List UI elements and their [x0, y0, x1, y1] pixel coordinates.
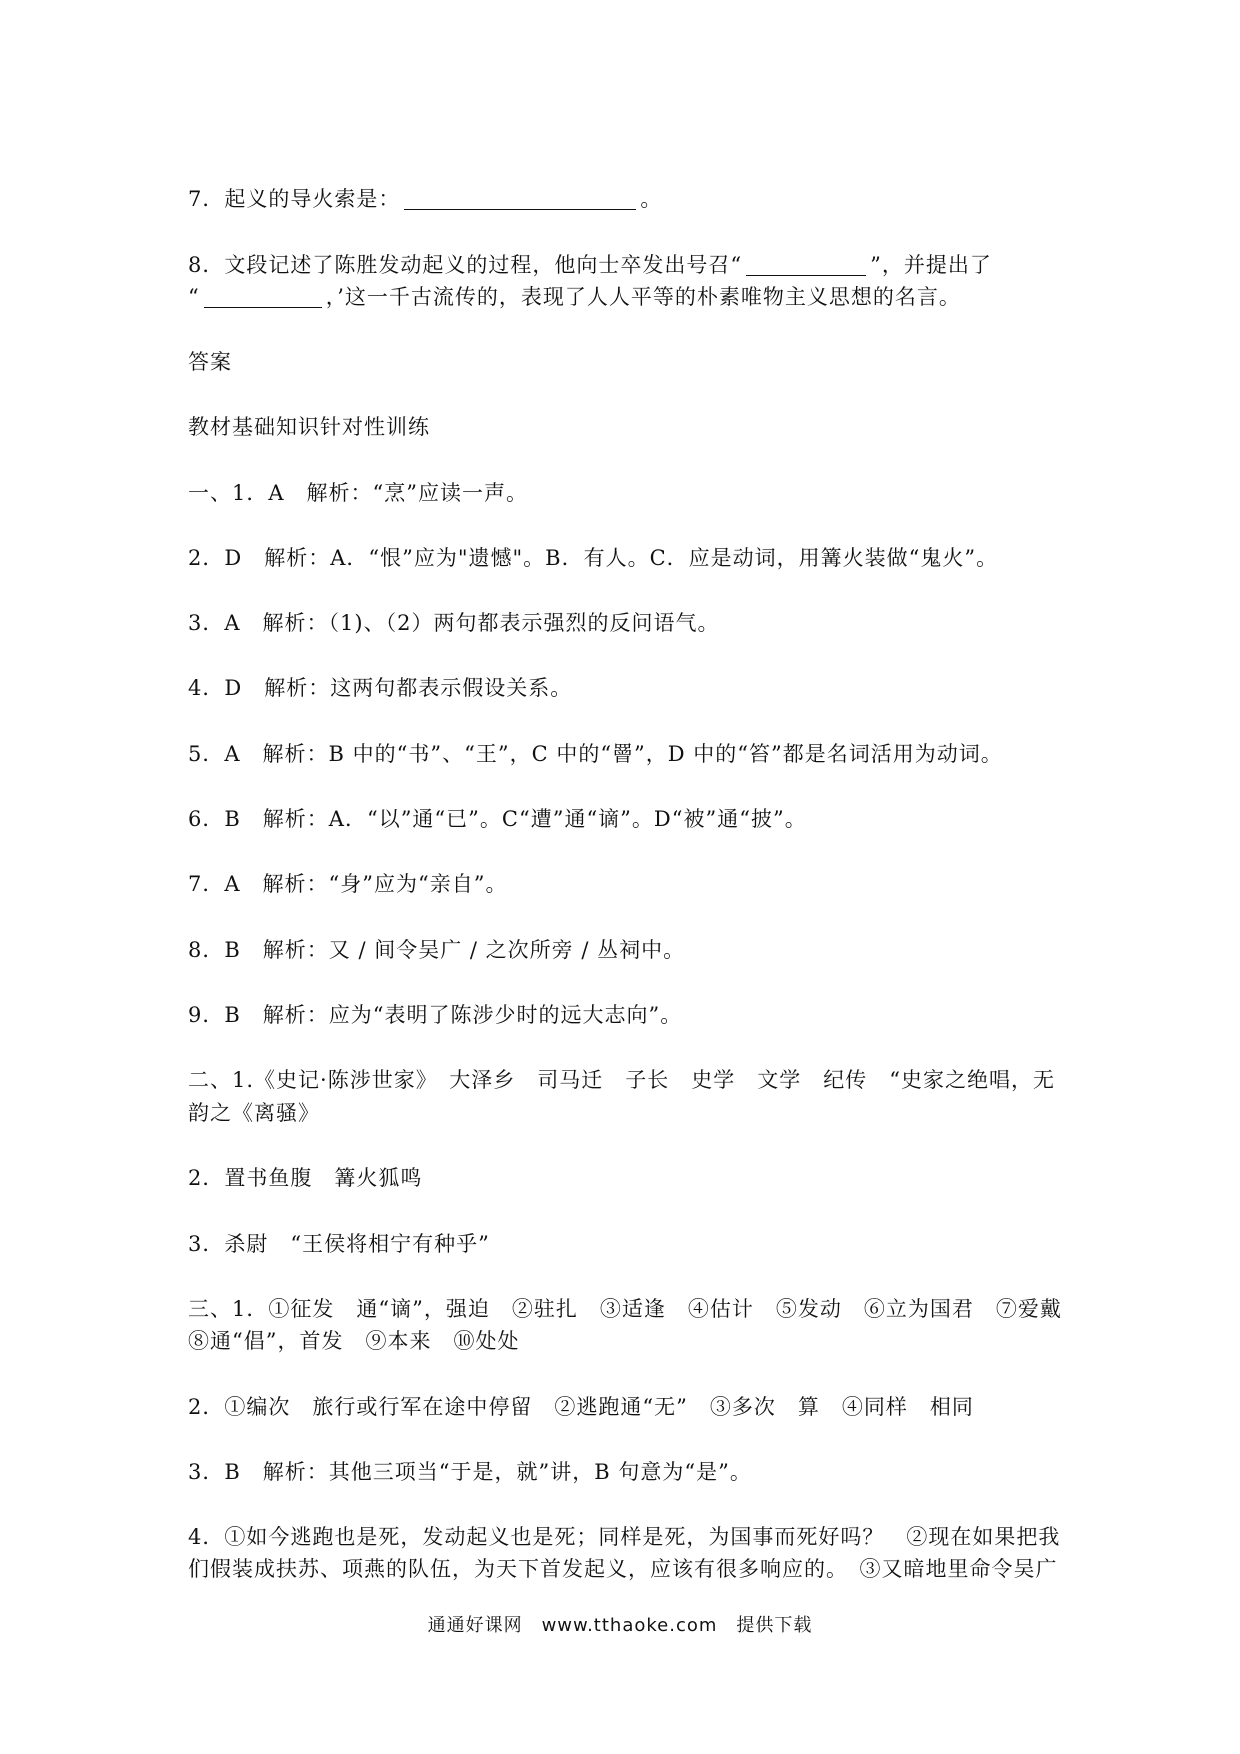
answer-item: 3．A 解析：（1)、（2）两句都表示强烈的反问语气。	[188, 611, 720, 635]
answer-item: 9．B 解析：应为“表明了陈涉少时的远大志向”。	[188, 1003, 683, 1027]
part2-q1-line-2: 韵之《离骚》	[188, 1101, 320, 1125]
question-8-text-d: ，’这一千古流传的，表现了人人平等的朴素唯物主义思想的名言。	[325, 285, 961, 309]
section-heading: 教材基础知识针对性训练	[188, 415, 430, 439]
part3-q2: 2．①编次 旅行或行军在途中停留 ②逃跑通“无” ③多次 算 ④同样 相同	[188, 1395, 974, 1419]
question-7	[188, 183, 1068, 215]
question-8-text-a: 8．文段记述了陈胜发动起义的过程，他向士卒发出号召“	[188, 253, 743, 277]
question-7-end: 。	[640, 187, 663, 211]
answer-item: 2．D 解析：A．“恨”应为"遗憾"。B．有人。C．应是动词，用篝火装做“鬼火”。	[188, 546, 999, 570]
part2-q1-line-1: 二、1.《史记·陈涉世家》 大泽乡 司马迁 子长 史学 文学 纪传 “史家之绝唱，无	[188, 1068, 1055, 1092]
answer-item: 7．A 解析：“身”应为“亲自”。	[188, 872, 508, 896]
part3-q3: 3．B 解析：其他三项当“于是，就”讲，B 句意为“是”。	[188, 1460, 752, 1484]
part3-q1-line-1: 三、1．①征发 通“谪”，强迫 ②驻扎 ③适逢 ④估计 ⑤发动 ⑥立为国君 ⑦爱戴	[188, 1297, 1062, 1321]
question-8-text-c: “	[188, 285, 200, 309]
answer-item: 一、1．A 解析：“烹”应读一声。	[188, 481, 528, 505]
answer-blank	[746, 253, 866, 276]
answer-item: 5．A 解析：B 中的“书”、“王”，C 中的“罾”，D 中的“笞”都是名词活用为动词。	[188, 742, 1003, 766]
part3-q1-line-2: ⑧通“倡”，首发 ⑨本来 ⑩处处	[188, 1329, 520, 1353]
page-footer: 通通好课网 www.tthaoke.com 提供下载	[427, 1615, 813, 1636]
answer-blank	[404, 187, 636, 210]
part3-q4-line-1: 4．①如今逃跑也是死，发动起义也是死；同样是死，为国事而死好吗？ ②现在如果把我	[188, 1525, 1061, 1549]
part3-q4-line-2: 们假装成扶苏、项燕的队伍，为天下首发起义，应该有很多响应的。 ③又暗地里命令吴广	[188, 1557, 1058, 1581]
answer-item: 4．D 解析：这两句都表示假设关系。	[188, 676, 573, 700]
answer-blank	[204, 285, 322, 308]
answer-item: 6．B 解析：A．“以”通“已”。C“遭”通“谪”。D“被”通“披”。	[188, 807, 807, 831]
question-7-text: 7．起义的导火索是：	[188, 187, 401, 211]
question-8-line-1	[188, 249, 1068, 281]
answer-heading: 答案	[188, 350, 232, 374]
answer-item: 8．B 解析：又 / 间令吴广 / 之次所旁 / 丛祠中。	[188, 938, 686, 962]
question-8-line-2	[188, 281, 1068, 313]
part2-q3: 3．杀尉 “王侯将相宁有种乎”	[188, 1232, 490, 1256]
question-8-text-b: ”，并提出了	[870, 253, 992, 277]
part2-q2: 2．置书鱼腹 篝火狐鸣	[188, 1166, 423, 1190]
